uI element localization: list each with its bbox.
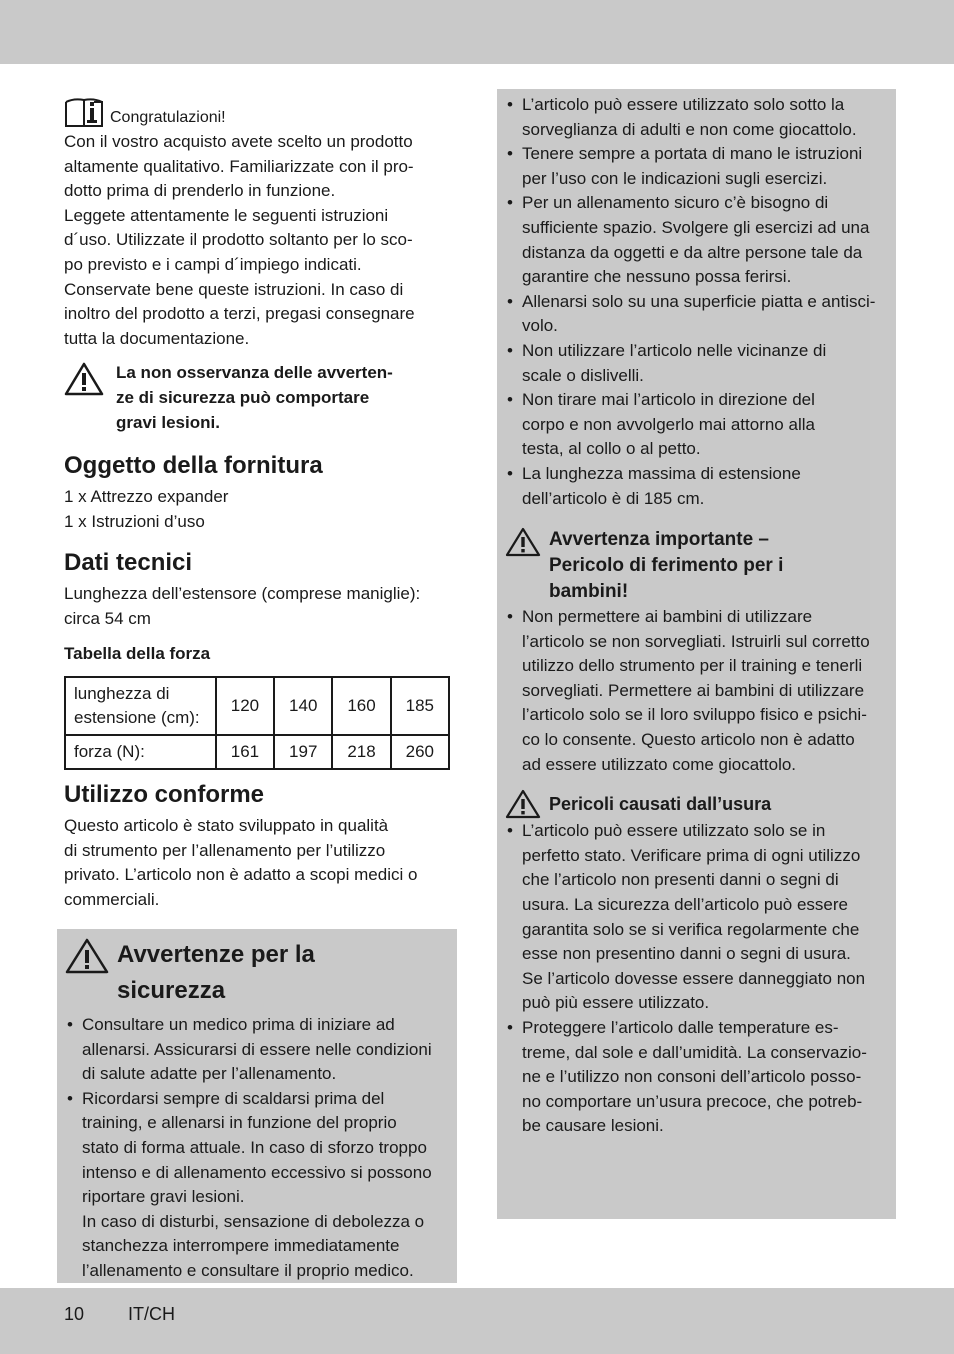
supply-title: Oggetto della fornitura [64,452,323,480]
intro-line: altamente qualitativo. Familiarizzate con il pro- [64,156,414,176]
warning-line: La non osservanza delle avverten- [116,363,393,383]
info-manual-icon [64,96,104,128]
item-line: l’allenamento e consultare il proprio medico. [82,1260,414,1280]
list-item [505,605,890,777]
tech-length-line: Lunghezza dell’estensore (comprese maniglie): [64,584,421,604]
wear-warning [505,789,890,819]
children-list [505,605,890,777]
safety-heading [65,937,451,1009]
use-line: Questo articolo è stato sviluppato in qualità [64,816,389,836]
item-line: training, e allenarsi in funzione del proprio [82,1113,397,1133]
list-item [505,142,890,191]
intro-line: Con il vostro acquisto avete scelto un prodotto [64,132,413,151]
right-safety-box [497,89,896,1219]
item-line: testa, al collo o al petto. [522,439,701,459]
item-line: • Non permettere ai bambini di utilizzare [522,607,813,627]
item-line: treme, dal sole e dall’umidità. La conservazio- [522,1042,867,1062]
item-line: • Per un allenamento sicuro c’è bisogno di [522,193,829,213]
title-line: bambini! [549,581,629,603]
congrats-label: Congratulazioni! [110,109,226,126]
item-line: intenso e di allenamento eccessivo si possono [82,1162,432,1182]
item-line: che l’articolo non presenti danni o segni di [522,870,839,890]
item-line: stato di forma attuale. In caso di sforzo troppo [82,1137,427,1157]
safety-title [117,937,315,1009]
table-cell: forza (N): [65,735,216,769]
item-line: utilizzo dello strumento per il training e tenerli [522,656,863,676]
item-line: sorveglianza di adulti e non come giocattolo. [522,119,857,139]
children-warning [505,527,890,605]
wear-list [505,819,890,1139]
item-line: l’articolo se non sorvegliati. Istruirli sul corretto [522,631,870,651]
item-line: • Proteggere l’articolo dalle temperature es- [522,1018,839,1037]
list-item [505,388,890,462]
item-line: stanchezza interrompere immediatamente [82,1236,400,1256]
main-warning [64,361,456,435]
item-line: • Allenarsi solo su una superficie piatta e antisci- [522,291,876,311]
item-line: può più essere utilizzato. [522,993,710,1013]
item-line: Se l’articolo dovesse essere danneggiato non [522,968,866,988]
list-item [505,819,890,1016]
intro-line: inoltro del prodotto a terzi, pregasi consegnare [64,304,415,324]
item-line: scale o dislivelli. [522,365,644,385]
item-line: l’articolo solo se il loro sviluppo fisico e psichi- [522,705,867,725]
tech-title: Dati tecnici [64,549,193,577]
supply-item: 1 x Istruzioni d’uso [64,511,205,531]
item-line: corpo e non avvolgerlo mai attorno alla [522,414,815,434]
intro-text [64,130,456,351]
item-line: • Consultare un medico prima di iniziare ad [82,1015,395,1034]
language-code: IT/CH [128,1304,175,1324]
item-line: • La lunghezza massima di estensione [522,463,801,483]
title-line: Avvertenze per la [117,941,315,968]
table-cell: 160 [332,677,390,735]
item-line: garantire che nessuno possa ferirsi. [522,267,792,287]
list-item [65,1087,451,1284]
item-line: • L’articolo può essere utilizzato solo sotto la [522,95,845,114]
supply-item: 1 x Attrezzo expander [64,487,229,507]
item-line: co lo consente. Questo articolo non è adatto [522,730,855,750]
use-line: commerciali. [64,889,160,909]
item-line: be causare lesioni. [522,1116,664,1136]
table-cell: 185 [391,677,449,735]
table-row [65,677,449,735]
header-band [0,0,954,64]
warning-triangle-icon [64,361,104,397]
table-cell: 218 [332,735,390,769]
list-item [505,93,890,142]
right-list [505,93,890,511]
intro-line: d´uso. Utilizzate il prodotto soltanto per lo sco- [64,230,413,250]
intro-line: tutta la documentazione. [64,328,250,348]
item-line: ne e l’utilizzo non consoni dell’articolo posso- [522,1067,862,1087]
item-line: riportare gravi lesioni. [82,1187,245,1207]
page-number: 10 [64,1304,85,1324]
safety-box [57,929,457,1283]
table-cell: 120 [216,677,274,735]
intro-line: Leggete attentamente le seguenti istruzioni [64,205,389,225]
title-line: Avvertenza importante – [549,529,769,551]
warning-triangle-icon [505,527,541,557]
warning-line: ze di sicurezza può comportare [116,387,370,407]
use-line: di strumento per l’allenamento per l’utilizzo [64,840,386,860]
wear-warning-title: Pericoli causati dall’usura [549,794,772,815]
item-line: perfetto stato. Verificare prima di ogni utilizzo [522,845,861,865]
item-line: ad essere utilizzato come giocattolo. [522,754,797,774]
item-line: distanza da oggetti e da altre persone tale da [522,242,863,262]
warning-triangle-icon [505,789,541,819]
item-line: esse non presentino danni o segni di usura. [522,944,851,964]
table-cell: 260 [391,735,449,769]
item-line: no comportare un’usura precoce, che potreb- [522,1091,863,1111]
item-line: sorvegliati. Permettere ai bambini di utilizzare [522,680,865,700]
intro-line: po previsto e i campi d´impiego indicati. [64,254,362,274]
table-cell [65,677,216,735]
table-cell: 197 [274,735,332,769]
warning-line: gravi lesioni. [116,412,220,432]
intro-line: dotto prima di prenderlo in funzione. [64,181,336,201]
children-warning-title [549,527,783,605]
item-line: • Non utilizzare l’articolo nelle vicinanze di [522,340,827,360]
tech-length-line: circa 54 cm [64,608,151,628]
item-line: • L’articolo può essere utilizzato solo se in [522,821,826,841]
item-line: di salute adatte per l’allenamento. [82,1064,337,1084]
item-line: In caso di disturbi, sensazione di debolezza o [82,1211,425,1231]
list-item [65,1013,451,1087]
list-item [505,339,890,388]
list-item [505,191,890,289]
item-line: garantita solo se si verifica regolarmente che [522,919,860,939]
item-line: dell’articolo è di 185 cm. [522,488,705,508]
cell-label: lunghezza di [74,684,170,704]
cell-label: estensione (cm): [74,708,200,728]
force-table [64,676,450,770]
intro-line: Conservate bene queste istruzioni. In caso di [64,279,404,299]
list-item [505,1016,890,1139]
main-warning-text [116,361,393,435]
use-title: Utilizzo conforme [64,781,265,809]
table-cell: 161 [216,735,274,769]
force-table-title: Tabella della forza [64,643,211,663]
intro-heading [64,96,456,128]
item-line: • Non tirare mai l’articolo in direzione del [522,390,815,410]
table-row [65,735,449,769]
list-item [505,290,890,339]
item-line: usura. La sicurezza dell’articolo può essere [522,895,849,915]
use-line: privato. L’articolo non è adatto a scopi medici o [64,865,418,885]
title-line: sicurezza [117,977,226,1004]
item-line: • Tenere sempre a portata di mano le istruzioni [522,144,863,164]
item-line: per l’uso con le indicazioni sugli esercizi. [522,168,828,188]
table-cell: 140 [274,677,332,735]
warning-triangle-icon [65,937,109,975]
item-line: allenarsi. Assicurarsi di essere nelle condizioni [82,1039,432,1059]
item-line: • Ricordarsi sempre di scaldarsi prima del [82,1088,385,1108]
item-line: volo. [522,316,558,336]
left-column [64,96,456,912]
item-line: sufficiente spazio. Svolgere gli esercizi ad una [522,217,870,237]
title-line: Pericolo di ferimento per i [549,555,784,577]
safety-list [65,1013,451,1284]
list-item [505,462,890,511]
